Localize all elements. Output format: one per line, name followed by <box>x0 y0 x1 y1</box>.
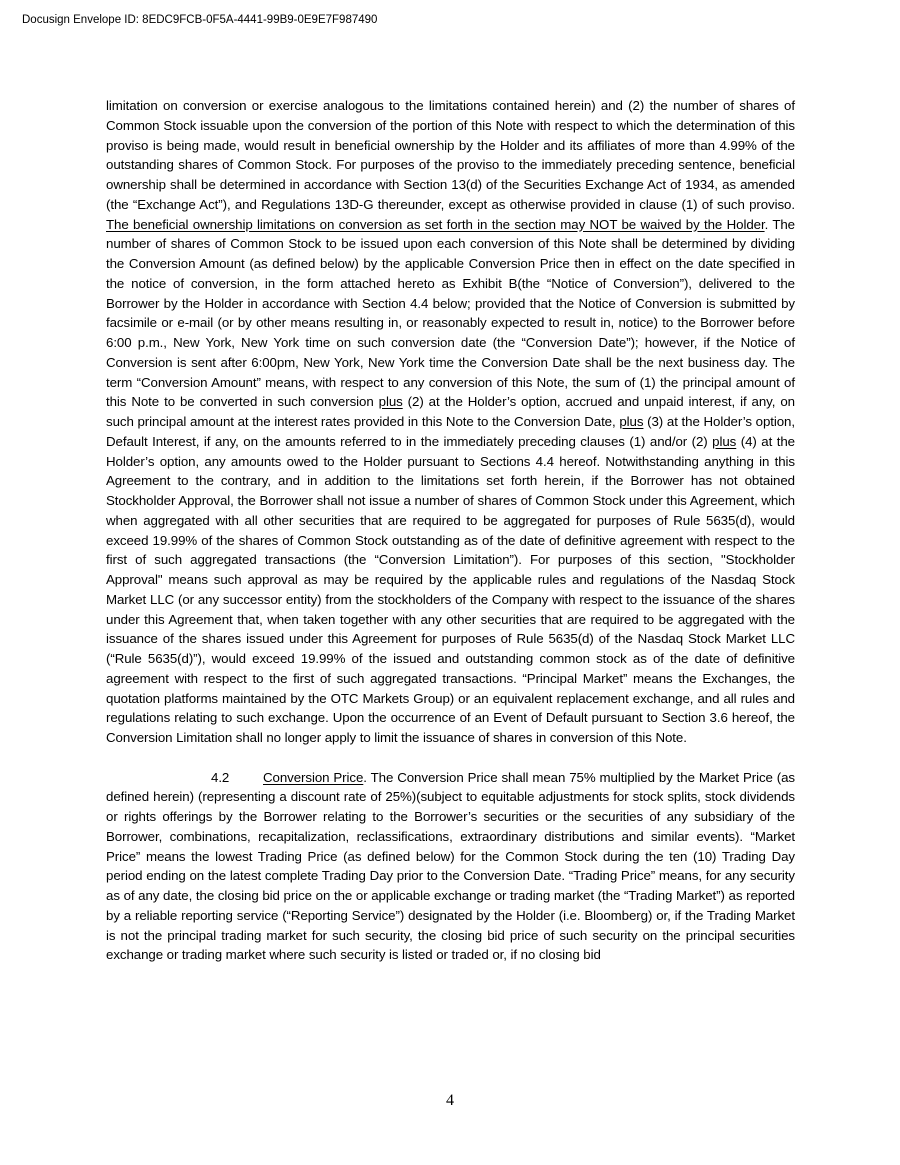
paragraph-text: (4) at the Holder’s option, any amounts owed to the Holder pursuant to Sections 4.4 hereof. Notwithstanding anything in this Agreement to the contrary, and in addition to the limitations set forth herein, if the Borrower has not obtained Stockholder Approval, the Borrower shall not issue a number of shares of Common Stock under this Agreement, which when aggregated with all other securities that are required to be aggregated for purposes of Rule 5635(d), would exceed 19.99% of the shares of Common Stock outstanding as of the date of definitive agreement with respect to the first of such aggregated transactions (the “Conversion Limitation”). For purposes of this section, "Stockholder Approval" means such approval as may be required by the applicable rules and regulations of the Nasdaq Stock Market LLC (or any successor entity) from the stockholders of the Company with respect to the issuance of the shares under this Agreement that, when taken together with any other securities that are required to be aggregated with the issuance of the shares issued under this Agreement for purposes of Rule 5635(d) of the Nasdaq Stock Market LLC (“Rule 5635(d)”), would exceed 19.99% of the issued and outstanding common stock as of the date of definitive agreement with respect to the first of such aggregated transactions. “Principal Market” means the Exchanges, the quotation platforms maintained by the OTC Markets Group) or an equivalent replacement exchange, and all rules and regulations relating to such exchange. Upon the occurrence of an Event of Default pursuant to Section 3.6 hereof, the Conversion Limitation shall no longer apply to limit the issuance of shares in conversion of this Note. <box>106 433 795 745</box>
document-body <box>106 96 795 965</box>
paragraph-text: (3) at the Holder’s option, Default Interest, if any, on the amounts referred to in the immediately preceding clauses (1) and/or (2) <box>106 414 795 449</box>
envelope-id: Docusign Envelope ID: 8EDC9FCB-0F5A-4441-99B9-0E9E7F987490 <box>22 14 378 26</box>
page-number: 4 <box>446 1092 454 1109</box>
section-4-2 <box>106 768 795 966</box>
ownership-limitation-underlined: The beneficial ownership limitations on conversion as set forth in the section may NOT be waived by the Holder <box>106 216 765 232</box>
paragraph-text: (2) at the Holder’s option, accrued and unpaid interest, if any, on such principal amount at the interest rates provided in this Note to the Conversion Date, <box>106 394 795 429</box>
section-heading: Conversion Price <box>263 769 364 785</box>
plus-underlined: plus <box>619 414 644 429</box>
section-number: 4.2 <box>211 769 230 785</box>
paragraph-text: limitation on conversion or exercise analogous to the limitations contained herein) and (2) the number of shares of Common Stock issuable upon the conversion of the portion of this Note with respect to which the determination of this proviso is being made, would result in beneficial ownership by the Holder and its affiliates of more than 4.99% of the outstanding shares of Common Stock. For purposes of the proviso to the immediately preceding sentence, beneficial ownership shall be determined in accordance with Section 13(d) of the Securities Exchange Act of 1934, as amended (the “Exchange Act”), and Regulations 13D-G thereunder, except as otherwise provided in clause (1) of such proviso. <box>106 98 795 212</box>
plus-underlined: plus <box>378 394 403 410</box>
plus-underlined: plus <box>712 433 737 449</box>
paragraph-text: . The number of shares of Common Stock to be issued upon each conversion of this Note shall be determined by dividing the Conversion Amount (as defined below) by the applicable Conversion Price then in effect on the date specified in the notice of conversion, in the form attached hereto as Exhibit B(the “Notice of Conversion”), delivered to the Borrower by the Holder in accordance with Section 4.4 below; provided that the Notice of Conversion is submitted by facsimile or e-mail (or by other means resulting in, or reasonably expected to result in, notice) to the Borrower before 6:00 p.m., New York, New York time on such conversion date (the “Conversion Date”); however, if the Notice of Conversion is sent after 6:00pm, New York, New York time the Conversion Date shall be the next business day. The term “Conversion Amount” means, with respect to any conversion of this Note, the sum of (1) the principal amount of this Note to be converted in such conversion <box>106 216 795 410</box>
section-text: . The Conversion Price shall mean 75% multiplied by the Market Price (as defined herein) (representing a discount rate of 25%)(subject to equitable adjustments for stock splits, stock dividends or rights offerings by the Borrower relating to the Borrower’s securities or the securities of any subsidiary of the Borrower, combinations, recapitalization, reclassifications, extraordinary distributions and similar events). “Market Price” means the lowest Trading Price (as defined below) for the Common Stock during the ten (10) Trading Day period ending on the latest complete Trading Day prior to the Conversion Date. “Trading Price” means, for any security as of any date, the closing bid price on the or applicable exchange or trading market (the “Trading Market”) as reported by a reliable reporting service (“Reporting Service”) designated by the Holder (i.e. Bloomberg) or, if the Trading Market is not the principal trading market for such security, the closing bid price of such security on the principal securities exchange or trading market where such security is listed or traded or, if no closing bid <box>106 769 796 963</box>
conversion-paragraph <box>106 96 795 748</box>
